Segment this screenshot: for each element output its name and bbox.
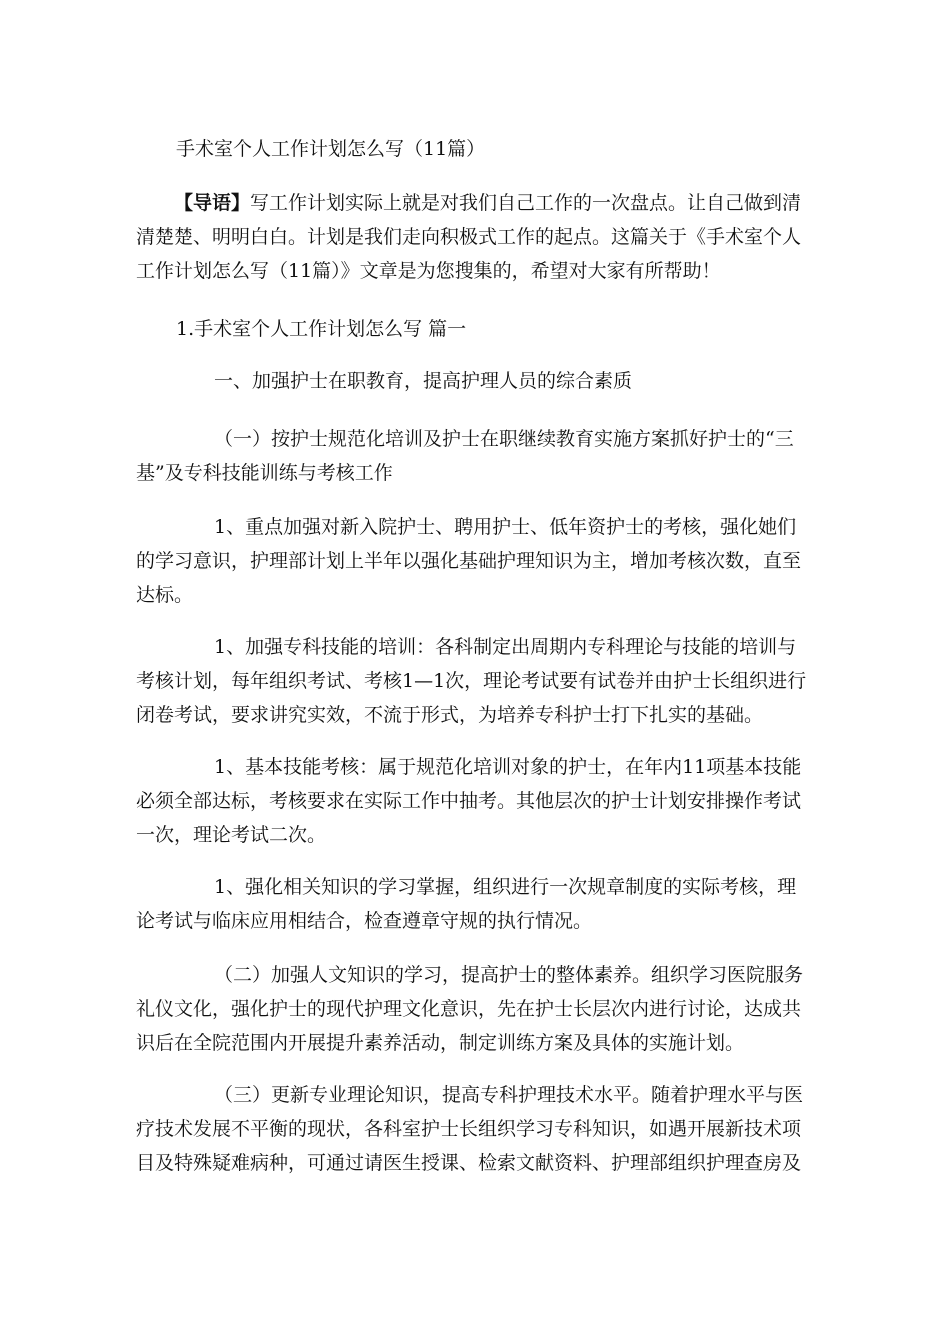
intro-line-2: 清楚楚、明明白白。计划是我们走向积极式工作的起点。这篇关于《手术室个人 (136, 226, 802, 248)
intro-text-1: 写工作计划实际上就是对我们自己工作的一次盘点。让自己做到清 (250, 192, 802, 214)
section-heading: 一、加强护士在职教育，提高护理人员的综合素质 (214, 370, 633, 392)
paragraph-line: 基”及专科技能训练与考核工作 (136, 462, 393, 484)
paragraph-line: 必须全部达标，考核要求在实际工作中抽考。其他层次的护士计划安排操作考试 (136, 790, 802, 812)
intro-line-3: 工作计划怎么写（11篇）》文章是为您搜集的，希望对大家有所帮助！ (136, 260, 721, 282)
paragraph-line: 目及特殊疑难病种，可通过请医生授课、检索文献资料、护理部组织护理查房及 (136, 1152, 802, 1174)
paragraph-line: （二）加强人文知识的学习，提高护士的整体素养。组织学习医院服务 (214, 964, 804, 986)
intro-tag: 【导语】 (174, 192, 251, 214)
paragraph-line: 1、重点加强对新入院护士、聘用护士、低年资护士的考核，强化她们 (214, 516, 797, 538)
paragraph-line: 的学习意识，护理部计划上半年以强化基础护理知识为主，增加考核次数，直至 (136, 550, 802, 572)
paragraph-line: 1、基本技能考核：属于规范化培训对象的护士，在年内11项基本技能 (214, 756, 802, 778)
paragraph-line: （三）更新专业理论知识，提高专科护理技术水平。随着护理水平与医 (214, 1084, 804, 1106)
paragraph-line: 1、强化相关知识的学习掌握，组织进行一次规章制度的实际考核，理 (214, 876, 797, 898)
paragraph-line: 1、加强专科技能的培训：各科制定出周期内专科理论与技能的培训与 (214, 636, 797, 658)
paragraph-line: 论考试与临床应用相结合，检查遵章守规的执行情况。 (136, 910, 593, 932)
paragraph-line: 疗技术发展不平衡的现状，各科室护士长组织学习专科知识，如遇开展新技术项 (136, 1118, 802, 1140)
paragraph-line: 考核计划，每年组织考试、考核1—1次，理论考试要有试卷并由护士长组织进行 (136, 670, 807, 692)
paragraph-line: 识后在全院范围内开展提升素养活动，制定训练方案及具体的实施计划。 (136, 1032, 745, 1054)
paragraph-line: （一）按护士规范化培训及护士在职继续教育实施方案抓好护士的“三 (214, 428, 794, 450)
paragraph-line: 礼仪文化，强化护士的现代护理文化意识，先在护士长层次内进行讨论，达成共 (136, 998, 802, 1020)
paragraph-line: 达标。 (136, 584, 194, 606)
item-heading: 1.手术室个人工作计划怎么写 篇一 (176, 318, 467, 340)
paragraph-line: 闭卷考试，要求讲究实效，不流于形式，为培养专科护士打下扎实的基础。 (136, 704, 764, 726)
document-title: 手术室个人工作计划怎么写（11篇） (176, 138, 486, 160)
intro-line-1 (136, 186, 864, 220)
paragraph-line: 一次，理论考试二次。 (136, 824, 327, 846)
